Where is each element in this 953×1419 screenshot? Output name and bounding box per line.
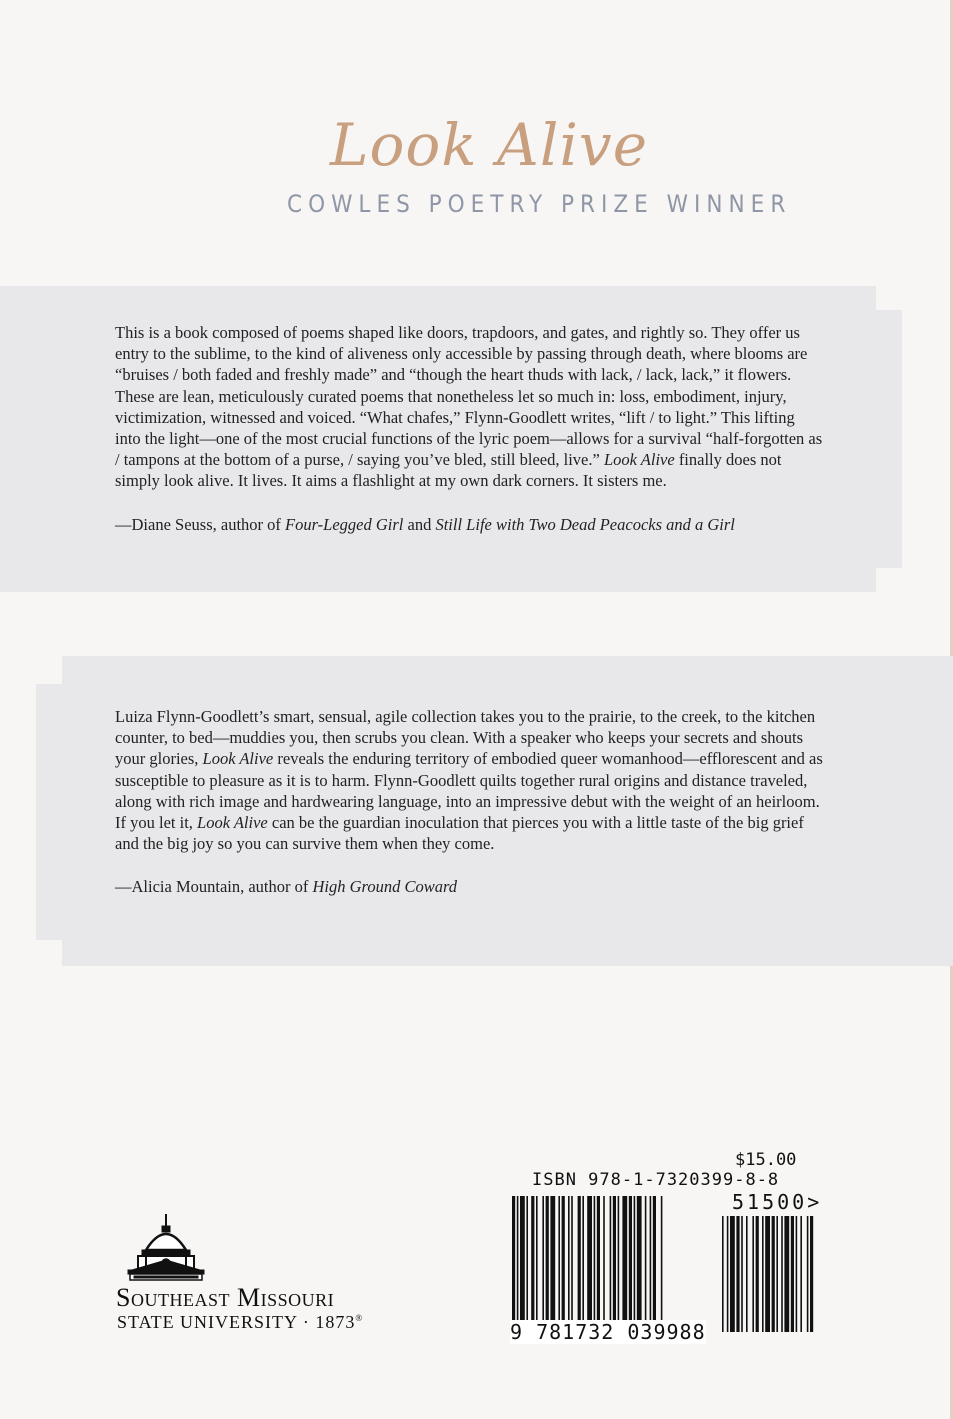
barcode-bar-5 [536,1196,538,1336]
barcode-bar-1 [517,1196,519,1336]
barcode-bar-4 [531,1196,534,1336]
barcode-bar-0 [512,1196,515,1336]
barcode-bar-26 [645,1196,647,1336]
barcode-bar-18 [603,1196,605,1336]
barcode-bar-21 [618,1196,620,1336]
blurb-1 [115,322,823,535]
addon-bar-31 [727,1216,729,1332]
barcode-bar-9 [558,1196,560,1336]
blurb-1-text: This is a book composed of poems shaped like doors, trapdoors, and gates, and rightly so. They offer us entry to the sublime, to the kind of aliveness only accessible by passing through death, where blooms are “bruises / both faded and freshly made” and “though the heart thuds with lack, / lack, lack,” it flowers. These are lean, meticulously curated poems that nonetheless let so much in: loss, embodiment, injury, victimization, witnessed and voiced. “What chafes,” Flynn-Goodlett writes, “lift / to light.” This lifting into the light—one of the most crucial functions of the lyric poem—allows for a survival “half-forgotten as / tampons at the bottom of a purse, / saying you’ve bled, still bleed, live.” Look Alive finally does not simply look alive. It lives. It aims a flashlight at my own dark corners. It sisters me. [115,323,823,491]
publisher-subline: STATE UNIVERSITY · 1873® [117,1312,364,1332]
addon-bar-39 [765,1216,770,1332]
addon-bar-40 [772,1216,775,1332]
prize-subtitle: COWLES POETRY PRIZE WINNER [287,190,792,218]
publisher-name: Southeast Missouri [116,1283,335,1312]
barcode-bar-8 [550,1196,555,1336]
addon-bar-37 [756,1216,759,1332]
barcode-bar-28 [653,1196,656,1336]
addon-bar-44 [791,1216,794,1332]
blurb-2 [115,706,823,898]
addon-bar-30 [722,1216,724,1332]
barcode-bar-27 [650,1196,652,1336]
blurb-1-attribution: —Diane Seuss, author of Four-Legged Girl and Still Life with Two Dead Peacocks and a Girl [115,514,735,534]
barcode-bar-7 [546,1196,549,1336]
addon-bar-34 [741,1216,743,1332]
barcode-bar-13 [578,1196,581,1336]
blurb-2-attribution: —Alicia Mountain, author of High Ground Coward [115,877,458,897]
barcode-bar-6 [542,1196,544,1336]
barcode-bar-10 [562,1196,565,1336]
barcode-bar-12 [571,1196,573,1336]
barcode-bar-14 [582,1196,584,1336]
addon-bar-46 [800,1216,802,1332]
barcode-bar-24 [634,1196,636,1336]
addon-bar-33 [736,1216,739,1332]
addon-bar-47 [807,1216,809,1332]
barcode-bar-15 [587,1196,592,1336]
price: $15.00 [735,1150,797,1170]
price-addon-code: 51500> [732,1190,823,1214]
book-title: Look Alive [330,111,649,179]
barcode-bar-23 [629,1196,632,1336]
addon-bar-32 [730,1216,735,1332]
barcode-bar-2 [520,1196,525,1336]
barcode-bar-22 [622,1196,627,1336]
addon-bar-41 [776,1216,778,1332]
blurb-2-text: Luiza Flynn-Goodlett’s smart, sensual, agile collection takes you to the prairie, to the creek, to the kitchen counter, to bed—muddies you, then scrubs you clean. With a speaker who keeps your secrets and shouts your glories, Look Alive reveals the enduring territory of embodied queer womanhood—efflorescent and as susceptible to pleasure as it is to harm. Flynn-Goodlett quilts together rural origins and distance traveled, along with rich image and hardwearing language, into an impressive debut with the weight of an heirloom. If you let it, Look Alive can be the guardian inoculation that pierces you with a little taste of the big grief and the big joy so you can survive them when they come. [115,707,823,854]
addon-bar-38 [762,1216,764,1332]
barcode-bar-3 [526,1196,528,1336]
addon-bar-35 [746,1216,748,1332]
barcode-bar-11 [568,1196,570,1336]
addon-bar-36 [752,1216,754,1332]
barcode-digits: 9 781732 039988 [510,1320,706,1344]
barcode-bar-19 [610,1196,612,1336]
addon-bar-45 [796,1216,798,1332]
addon-bar-48 [810,1216,813,1332]
addon-bar-42 [781,1216,783,1332]
barcode-bar-29 [661,1196,663,1336]
barcode-bar-20 [613,1196,616,1336]
addon-bar-43 [784,1216,789,1332]
barcode-bar-16 [594,1196,596,1336]
isbn: ISBN 978-1-7320399-8-8 [532,1170,780,1190]
barcode-bar-17 [597,1196,600,1336]
barcode-bar-25 [637,1196,642,1336]
